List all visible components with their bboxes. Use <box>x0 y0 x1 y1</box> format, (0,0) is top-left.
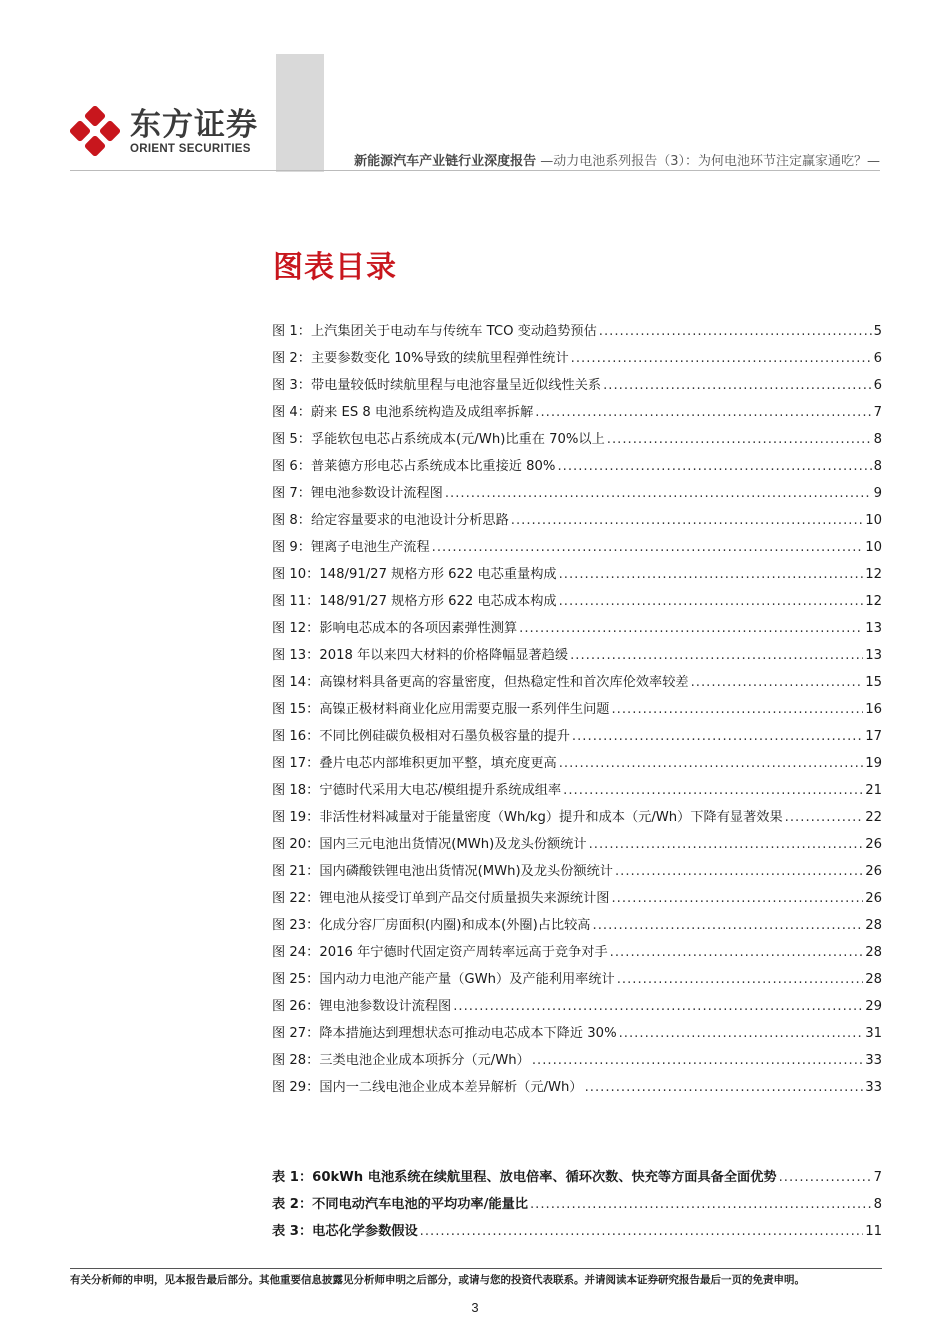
figure-entry-page: 26 <box>865 864 882 879</box>
figure-entry-page: 6 <box>873 378 882 393</box>
figure-entry-label: 图 12：影响电芯成本的各项因素弹性测算 <box>272 621 518 636</box>
figure-entry-label: 图 5：孚能软包电芯占系统成本(元/Wh)比重在 70%以上 <box>272 432 605 447</box>
figure-entry-page: 19 <box>865 756 882 771</box>
figure-entry-label: 图 26：锂电池参数设计流程图 <box>272 999 452 1014</box>
figure-entry-label: 图 20：国内三元电池出货情况(MWh)及龙头份额统计 <box>272 837 587 852</box>
figure-entry[interactable] <box>272 374 882 401</box>
figure-entry-label: 图 22：锂电池从接受订单到产品交付质量损失来源统计图 <box>272 891 610 906</box>
figure-entry-label: 图 4：蔚来 ES 8 电池系统构造及成组率拆解 <box>272 405 534 420</box>
figure-entry-page: 15 <box>865 675 882 690</box>
leader-dots <box>599 324 872 339</box>
figure-entry-label: 图 11：148/91/27 规格方形 622 电芯成本构成 <box>272 594 557 609</box>
figure-entry-page: 13 <box>865 621 882 636</box>
report-series-title: 新能源汽车产业链行业深度报告 <box>354 154 537 169</box>
figure-entry-label: 图 8：给定容量要求的电池设计分析思路 <box>272 513 509 528</box>
figure-entry-page: 31 <box>865 1026 882 1041</box>
leader-dots <box>557 459 871 474</box>
leader-dots <box>453 999 863 1014</box>
figure-entry-label: 图 1：上汽集团关于电动车与传统车 TCO 变动趋势预估 <box>272 324 597 339</box>
figure-entry-label: 图 9：锂离子电池生产流程 <box>272 540 430 555</box>
leader-dots <box>445 486 872 501</box>
logo-name-en: ORIENT SECURITIES <box>130 143 251 155</box>
figure-entry-label: 图 25：国内动力电池产能产量（GWh）及产能利用率统计 <box>272 972 615 987</box>
logo-name-cn: 东方证券 <box>130 107 258 143</box>
leader-dots <box>603 378 872 393</box>
figure-entry-page: 8 <box>873 459 882 474</box>
figure-entry-page: 12 <box>865 567 882 582</box>
figure-entry-page: 6 <box>873 351 882 366</box>
figure-entry-page: 13 <box>865 648 882 663</box>
figure-entry[interactable] <box>272 698 882 725</box>
leader-dots <box>617 972 864 987</box>
figure-entry-page: 28 <box>865 972 882 987</box>
figure-entry-label: 图 24：2016 年宁德时代固定资产周转率远高于竞争对手 <box>272 945 608 960</box>
figure-entry[interactable] <box>272 968 882 995</box>
leader-dots <box>559 594 864 609</box>
figure-entry[interactable] <box>272 914 882 941</box>
leader-dots <box>619 1026 864 1041</box>
figure-entry-label: 图 28：三类电池企业成本项拆分（元/Wh） <box>272 1053 530 1068</box>
table-entry-label: 表 1：60kWh 电池系统在续航里程、放电倍率、循环次数、快充等方面具备全面优势 <box>272 1170 777 1185</box>
figure-entry[interactable] <box>272 590 882 617</box>
leader-dots <box>559 567 864 582</box>
leader-dots <box>607 432 872 447</box>
leader-dots <box>615 864 863 879</box>
figure-entry-label: 图 27：降本措施达到理想状态可推动电芯成本下降近 30% <box>272 1026 617 1041</box>
figure-entry-label: 图 18：宁德时代采用大电芯/模组提升系统成组率 <box>272 783 562 798</box>
figure-entry-page: 22 <box>865 810 882 825</box>
table-entry[interactable] <box>272 1193 882 1220</box>
figure-entry[interactable] <box>272 671 882 698</box>
leader-dots <box>535 405 871 420</box>
figure-entry-label: 图 6：普莱德方形电芯占系统成本比重接近 80% <box>272 459 556 474</box>
table-entry-page: 8 <box>873 1197 882 1212</box>
figure-entry[interactable] <box>272 536 882 563</box>
figure-entry-label: 图 10：148/91/27 规格方形 622 电芯重量构成 <box>272 567 557 582</box>
figure-entry[interactable] <box>272 1076 882 1103</box>
figure-entry-label: 图 23：化成分容厂房面积(内圈)和成本(外圈)占比较高 <box>272 918 591 933</box>
leader-dots <box>691 675 864 690</box>
figure-entry-page: 26 <box>865 891 882 906</box>
table-entry-page: 7 <box>873 1170 882 1185</box>
leader-dots <box>563 783 863 798</box>
figure-entry-page: 5 <box>873 324 882 339</box>
figure-entry-label: 图 19：非活性材料减量对于能量密度（Wh/kg）提升和成本（元/Wh）下降有显著效果 <box>272 810 783 825</box>
figure-entry[interactable] <box>272 509 882 536</box>
figure-entry-page: 17 <box>865 729 882 744</box>
leader-dots <box>511 513 863 528</box>
leader-dots <box>559 756 863 771</box>
table-entry-label: 表 2：不同电动汽车电池的平均功率/能量比 <box>272 1197 528 1212</box>
figure-entry[interactable] <box>272 1049 882 1076</box>
table-entry-label: 表 3：电芯化学参数假设 <box>272 1224 418 1239</box>
figure-entry[interactable] <box>272 644 882 671</box>
leader-dots <box>432 540 864 555</box>
figure-entry-page: 26 <box>865 837 882 852</box>
figure-entry[interactable] <box>272 347 882 374</box>
report-subtitle: —动力电池系列报告（3）：为何电池环节注定赢家通吃？— <box>536 154 880 169</box>
figure-entry[interactable] <box>272 752 882 779</box>
figure-entry-page: 12 <box>865 594 882 609</box>
figure-entry-page: 7 <box>873 405 882 420</box>
figure-entry-page: 33 <box>865 1080 882 1095</box>
figure-entry-label: 图 29：国内一二线电池企业成本差异解析（元/Wh） <box>272 1080 583 1095</box>
figure-entry[interactable] <box>272 563 882 590</box>
leader-dots <box>593 918 864 933</box>
leader-dots <box>785 810 864 825</box>
leader-dots <box>519 621 863 636</box>
leader-dots <box>779 1170 872 1185</box>
leader-dots <box>420 1224 864 1239</box>
figure-entry[interactable] <box>272 455 882 482</box>
figure-entry-page: 28 <box>865 918 882 933</box>
figure-entry[interactable] <box>272 806 882 833</box>
figure-entry[interactable] <box>272 779 882 806</box>
header-divider <box>70 170 880 171</box>
leader-dots <box>610 945 864 960</box>
footer-divider <box>70 1268 882 1269</box>
figure-entry-page: 28 <box>865 945 882 960</box>
figure-entry-label: 图 3：带电量较低时续航里程与电池容量呈近似线性关系 <box>272 378 602 393</box>
leader-dots <box>532 1053 863 1068</box>
figure-entry[interactable] <box>272 887 882 914</box>
figure-entry[interactable] <box>272 1022 882 1049</box>
page-number: 3 <box>471 1300 479 1315</box>
figure-entry[interactable] <box>272 617 882 644</box>
figure-entry-page: 10 <box>865 540 882 555</box>
figure-entry[interactable] <box>272 428 882 455</box>
figure-entry-page: 21 <box>865 783 882 798</box>
leader-dots <box>572 729 863 744</box>
company-logo <box>70 106 270 158</box>
leader-dots <box>585 1080 864 1095</box>
leader-dots <box>570 648 863 663</box>
figure-entry[interactable] <box>272 833 882 860</box>
leader-dots <box>589 837 864 852</box>
leader-dots <box>611 702 863 717</box>
leader-dots <box>530 1197 872 1212</box>
figure-entry[interactable] <box>272 725 882 752</box>
table-entry[interactable] <box>272 1220 882 1247</box>
figure-entry-page: 29 <box>865 999 882 1014</box>
orient-logo-icon <box>70 106 120 156</box>
figure-entry-label: 图 15：高镍正极材料商业化应用需要克服一系列伴生问题 <box>272 702 610 717</box>
figure-entry-page: 10 <box>865 513 882 528</box>
page-title: 图表目录 <box>273 250 397 285</box>
header-gray-bar <box>276 54 324 172</box>
figure-entry-label: 图 2：主要参数变化 10%导致的续航里程弹性统计 <box>272 351 569 366</box>
leader-dots <box>571 351 872 366</box>
figure-entry-page: 16 <box>865 702 882 717</box>
figure-entry[interactable] <box>272 482 882 509</box>
figure-entry-page: 33 <box>865 1053 882 1068</box>
report-header <box>354 150 880 169</box>
figure-entry-label: 图 7：锂电池参数设计流程图 <box>272 486 443 501</box>
figure-entry-label: 图 14：高镍材料具备更高的容量密度，但热稳定性和首次库伦效率较差 <box>272 675 689 690</box>
figure-entry-label: 图 13：2018 年以来四大材料的价格降幅显著趋缓 <box>272 648 569 663</box>
figure-entry-page: 8 <box>873 432 882 447</box>
figure-entry[interactable] <box>272 941 882 968</box>
figure-entry-label: 图 16：不同比例硅碳负极相对石墨负极容量的提升 <box>272 729 570 744</box>
figure-entry-label: 图 21：国内磷酸铁锂电池出货情况(MWh)及龙头份额统计 <box>272 864 613 879</box>
disclaimer-note: 有关分析师的申明，见本报告最后部分。其他重要信息披露见分析师申明之后部分，或请与您的投资代表联系。并请阅读本证券研究报告最后一页的免责申明。 <box>70 1274 805 1286</box>
figure-list <box>272 320 882 1103</box>
figure-entry[interactable] <box>272 860 882 887</box>
figure-entry-page: 9 <box>873 486 882 501</box>
table-entry[interactable] <box>272 1166 882 1193</box>
figure-entry-label: 图 17：叠片电芯内部堆积更加平整，填充度更高 <box>272 756 557 771</box>
table-entry-page: 11 <box>865 1224 882 1239</box>
leader-dots <box>611 891 863 906</box>
table-list <box>272 1166 882 1247</box>
figure-entry[interactable] <box>272 320 882 347</box>
figure-entry[interactable] <box>272 401 882 428</box>
figure-entry[interactable] <box>272 995 882 1022</box>
